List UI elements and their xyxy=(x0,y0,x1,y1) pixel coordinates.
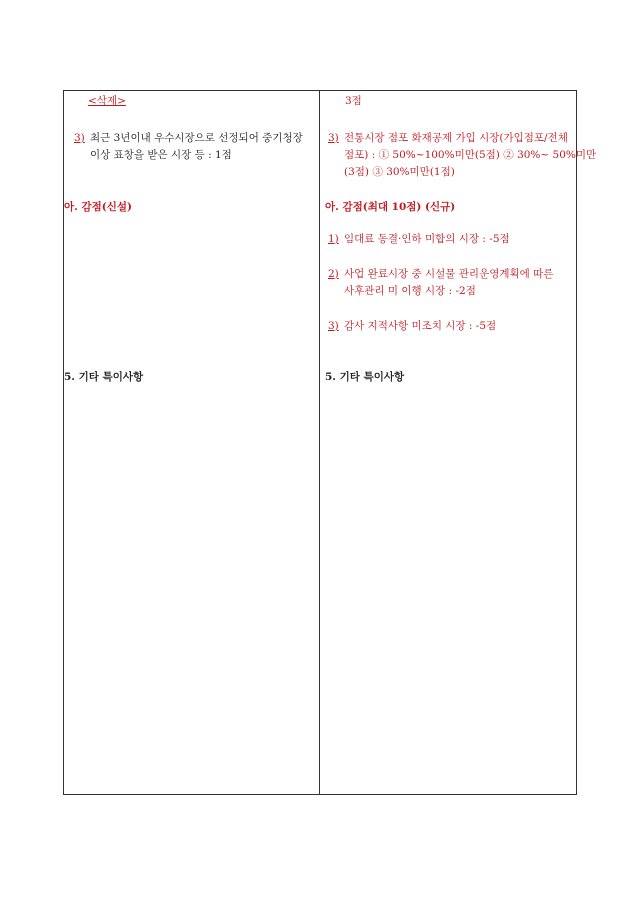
right-item3-line2: 점포) : ① 50%~100%미만(5점) ② 30%~ 50%미만 xyxy=(344,149,597,161)
penalty-3-line1: 감사 지적사항 미조치 시장 : -5점 xyxy=(344,320,497,332)
left-section-a-heading: 아. 감점(신설) xyxy=(64,201,132,213)
penalty-2-line2: 사후관리 미 이행 시장 : -2점 xyxy=(344,285,476,297)
right-item3-line1: 전통시장 점포 화재공제 가입 시장(가입점포/전체 xyxy=(344,132,568,144)
right-column xyxy=(320,91,597,794)
left-item3-line1: 최근 3년이내 우수시장으로 선정되어 중기청장 xyxy=(90,132,303,144)
right-item3-line3: (3점) ③ 30%미만(1점) xyxy=(344,166,455,178)
left-section5-heading: 5. 기타 특이사항 xyxy=(64,371,144,383)
right-item3-number: 3) xyxy=(328,132,339,144)
right-cont-text: 3점 xyxy=(345,95,362,107)
left-item3-number: 3) xyxy=(74,132,85,144)
right-section5-heading: 5. 기타 특이사항 xyxy=(325,371,405,383)
penalty-1-line1: 임대료 동결·인하 미합의 시장 : -5점 xyxy=(344,233,510,245)
right-section-a-heading: 아. 감점(최대 10점) (신규) xyxy=(325,201,456,213)
left-item3-line2: 이상 표창을 받은 시장 등 : 1점 xyxy=(90,149,232,161)
deleted-mark: <삭제> xyxy=(88,95,126,107)
penalty-1-number: 1) xyxy=(328,233,339,245)
penalty-2-line1: 사업 완료시장 중 시설물 관리운영계획에 따른 xyxy=(344,268,554,280)
penalty-3-number: 3) xyxy=(328,320,339,332)
left-column xyxy=(64,91,319,794)
penalty-2-number: 2) xyxy=(328,268,339,280)
comparison-table xyxy=(63,90,597,795)
